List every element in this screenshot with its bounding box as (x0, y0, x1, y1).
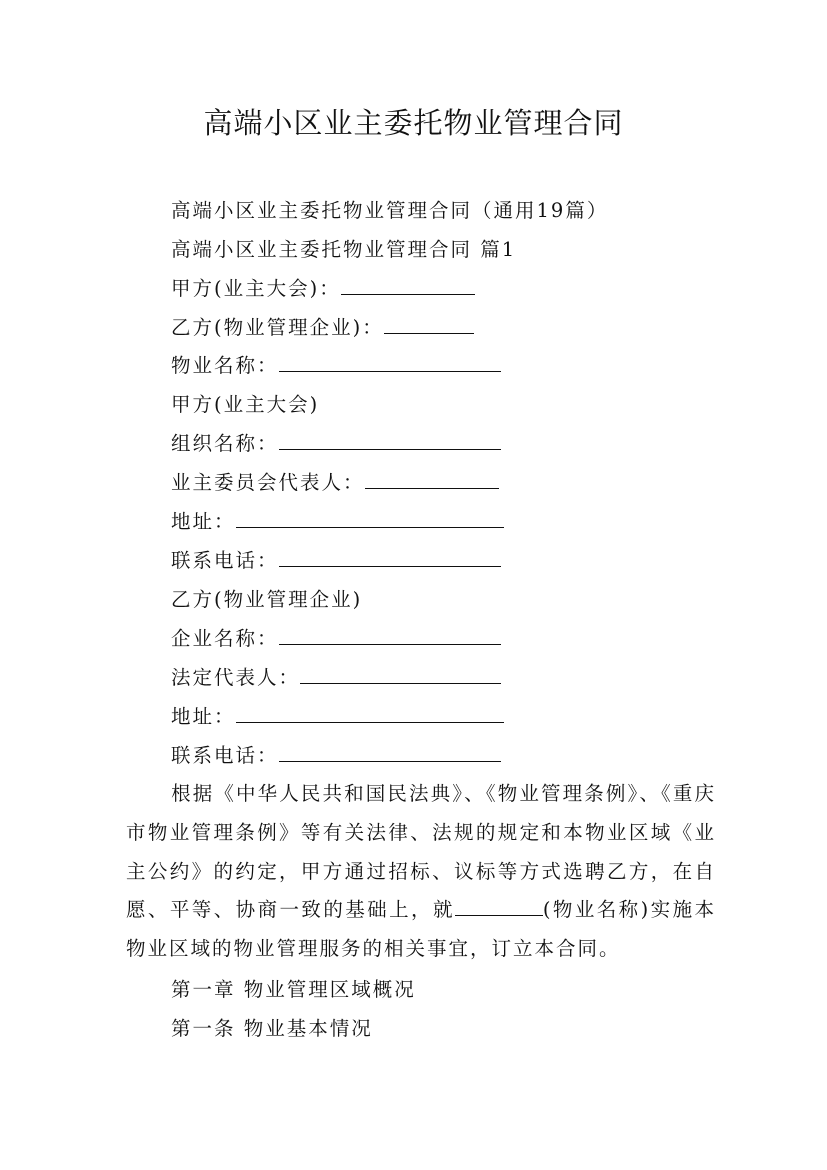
party-b-heading: 乙方(物业管理企业) (171, 588, 363, 611)
phone-a-blank (279, 546, 501, 567)
committee-rep-line: 业主委员会代表人： (171, 468, 499, 498)
section-heading: 高端小区业主委托物业管理合同 篇1 (171, 238, 517, 261)
legal-rep-blank (300, 663, 501, 684)
phone-b-blank (279, 741, 501, 762)
party-b-line: 乙方(物业管理企业)： (171, 313, 474, 343)
committee-rep-blank (365, 468, 499, 489)
address-a-blank (236, 507, 504, 528)
chapter-heading: 第一章 物业管理区域概况 (171, 978, 416, 1001)
party-a-line: 甲方(业主大会)： (171, 274, 475, 304)
address-a-line: 地址： (171, 507, 504, 537)
property-name-inline-blank (455, 895, 543, 916)
document-subtitle: 高端小区业主委托物业管理合同（通用19篇） (171, 199, 609, 222)
phone-a-line: 联系电话： (171, 546, 501, 576)
legal-rep-line: 法定代表人： (171, 663, 501, 693)
party-b-blank (384, 313, 474, 334)
property-name-line: 物业名称： (171, 351, 501, 381)
address-b-line: 地址： (171, 702, 504, 732)
org-name-blank (279, 429, 501, 450)
property-name-blank (279, 351, 501, 372)
company-name-blank (279, 624, 501, 645)
document-title: 高端小区业主委托物业管理合同 (203, 106, 624, 140)
company-name-line: 企业名称： (171, 624, 501, 654)
phone-b-line: 联系电话： (171, 741, 501, 771)
article-heading: 第一条 物业基本情况 (171, 1017, 373, 1040)
address-b-blank (236, 702, 504, 723)
party-a-blank (341, 274, 475, 295)
party-a-heading: 甲方(业主大会) (171, 393, 320, 416)
body-paragraph: 根据《中华人民共和国民法典》、《物业管理条例》、《重庆市物业管理条例》等有关法律、法规的规定和本物业区域《业主公约》的约定，甲方通过招标、议标等方式选聘乙方，在自愿、平等、协商一致的基础上，就 (物业名称)实施本物业区域的物业管理服务的相关事宜，订立本合同。 (126, 782, 716, 961)
org-name-line: 组织名称： (171, 429, 501, 459)
